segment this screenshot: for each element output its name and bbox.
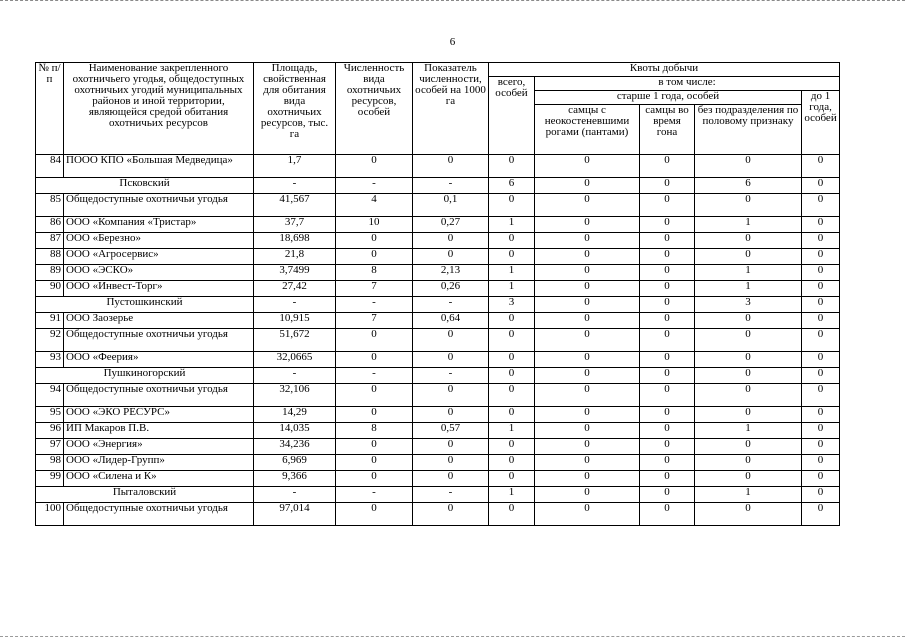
cell-count: - [336,297,413,313]
cell-males-rut: 0 [640,503,695,526]
table-row [36,423,840,439]
cell-males-rut: 0 [640,407,695,423]
cell-count: 8 [336,423,413,439]
cell-under1: 0 [802,423,840,439]
cell-name: ООО «Инвест-Торг» [64,281,254,297]
cell-males-rut: 0 [640,384,695,407]
cell-total: 0 [489,155,535,178]
cell-density: 0 [413,249,489,265]
table-row [36,313,840,329]
cell-count: 0 [336,384,413,407]
district-name: Псковский [36,178,254,194]
cell-under1: 0 [802,455,840,471]
table-row [36,352,840,368]
cell-num: 99 [36,471,64,487]
cell-males-rut: 0 [640,455,695,471]
cell-count: - [336,178,413,194]
cell-total: 1 [489,423,535,439]
table-row [36,439,840,455]
cell-males-antlers: 0 [535,155,640,178]
cell-name: ООО «Агросервис» [64,249,254,265]
cell-males-rut: 0 [640,313,695,329]
cell-under1: 0 [802,368,840,384]
cell-under1: 0 [802,352,840,368]
district-row [36,487,840,503]
cell-males-antlers: 0 [535,329,640,352]
cell-count: - [336,487,413,503]
cell-males-rut: 0 [640,439,695,455]
cell-males-antlers: 0 [535,249,640,265]
table-row [36,329,840,352]
cell-num: 86 [36,217,64,233]
cell-name: Общедоступные охотничьи угодья [64,384,254,407]
cell-area: 18,698 [254,233,336,249]
cell-under1: 0 [802,155,840,178]
table-row [36,233,840,249]
cell-total: 1 [489,217,535,233]
table-row [36,455,840,471]
cell-name: ООО «ЭКО РЕСУРС» [64,407,254,423]
cell-count: 7 [336,313,413,329]
cell-count: 0 [336,249,413,265]
header-including: в том числе: [535,77,840,91]
cell-density: 0,1 [413,194,489,217]
cell-area: 41,567 [254,194,336,217]
cell-under1: 0 [802,265,840,281]
hunting-quota-table [35,62,840,526]
table-row [36,503,840,526]
cell-males-antlers: 0 [535,407,640,423]
cell-no-sex: 0 [695,249,802,265]
cell-density: 0 [413,455,489,471]
header-males-antlers: самцы с неокостеневшими рогами (пантами) [535,105,640,155]
cell-name: ПООО КПО «Большая Медведица» [64,155,254,178]
cell-males-rut: 0 [640,297,695,313]
cell-density: 2,13 [413,265,489,281]
cell-num: 87 [36,233,64,249]
cell-num: 89 [36,265,64,281]
cell-area: 32,106 [254,384,336,407]
cell-under1: 0 [802,249,840,265]
cell-males-antlers: 0 [535,265,640,281]
cell-total: 0 [489,329,535,352]
cell-no-sex: 0 [695,455,802,471]
cell-males-antlers: 0 [535,455,640,471]
cell-area: 97,014 [254,503,336,526]
table-row [36,384,840,407]
cell-males-rut: 0 [640,423,695,439]
district-row [36,297,840,313]
cell-count: 10 [336,217,413,233]
cell-total: 0 [489,368,535,384]
cell-area: 51,672 [254,329,336,352]
cell-name: ООО «Силена и К» [64,471,254,487]
cell-under1: 0 [802,384,840,407]
cell-num: 91 [36,313,64,329]
cell-no-sex: 0 [695,194,802,217]
cell-density: 0,27 [413,217,489,233]
cell-no-sex: 0 [695,439,802,455]
cell-males-antlers: 0 [535,471,640,487]
cell-num: 98 [36,455,64,471]
cell-males-antlers: 0 [535,178,640,194]
cell-name: ООО «Энергия» [64,439,254,455]
cell-males-antlers: 0 [535,352,640,368]
cell-total: 0 [489,194,535,217]
table-row [36,155,840,178]
cell-no-sex: 1 [695,423,802,439]
cell-name: Общедоступные охотничьи угодья [64,503,254,526]
cell-under1: 0 [802,407,840,423]
cell-num: 92 [36,329,64,352]
cell-count: 7 [336,281,413,297]
cell-males-antlers: 0 [535,217,640,233]
cell-no-sex: 0 [695,352,802,368]
header-density: Показатель численности, особей на 1000 га [413,63,489,155]
cell-name: ООО «ЭСКО» [64,265,254,281]
cell-density: - [413,297,489,313]
cell-under1: 0 [802,217,840,233]
cell-count: 0 [336,471,413,487]
cell-males-rut: 0 [640,352,695,368]
cell-total: 0 [489,455,535,471]
cell-total: 3 [489,297,535,313]
cell-density: 0 [413,233,489,249]
cell-total: 0 [489,384,535,407]
district-name: Пушкиногорский [36,368,254,384]
cell-under1: 0 [802,194,840,217]
table-row [36,407,840,423]
cell-area: 21,8 [254,249,336,265]
cell-total: 1 [489,265,535,281]
cell-num: 88 [36,249,64,265]
cell-name: Общедоступные охотничьи угодья [64,194,254,217]
cell-area: 32,0665 [254,352,336,368]
cell-num: 95 [36,407,64,423]
cell-density: - [413,368,489,384]
header-no-sex: без подразделения по половому признаку [695,105,802,155]
cell-count: 0 [336,407,413,423]
cell-total: 0 [489,503,535,526]
cell-males-rut: 0 [640,281,695,297]
cell-area: - [254,178,336,194]
cell-total: 0 [489,407,535,423]
cell-num: 94 [36,384,64,407]
header-name: Наименование закрепленного охотничьего угодья, общедоступных охотничьих угодий муниципальных районов и иной территории, являющейся средой обитания охотничьих ресурсов [64,63,254,155]
cell-count: 0 [336,233,413,249]
cell-density: 0 [413,384,489,407]
cell-count: - [336,368,413,384]
table-row [36,194,840,217]
cell-males-antlers: 0 [535,194,640,217]
cell-no-sex: 0 [695,155,802,178]
cell-males-antlers: 0 [535,423,640,439]
cell-no-sex: 6 [695,178,802,194]
cell-males-antlers: 0 [535,439,640,455]
cell-males-rut: 0 [640,368,695,384]
header-num: № п/п [36,63,64,155]
cell-density: - [413,178,489,194]
cell-under1: 0 [802,487,840,503]
cell-no-sex: 1 [695,265,802,281]
table-row [36,249,840,265]
cell-no-sex: 0 [695,503,802,526]
cell-count: 8 [336,265,413,281]
page-number: 6 [449,36,456,48]
cell-males-rut: 0 [640,329,695,352]
cell-no-sex: 0 [695,313,802,329]
header-quotas: Квоты добычи [489,63,840,77]
cell-area: 14,29 [254,407,336,423]
cell-males-rut: 0 [640,233,695,249]
cell-total: 0 [489,471,535,487]
cell-no-sex: 1 [695,487,802,503]
cell-males-rut: 0 [640,194,695,217]
cell-no-sex: 0 [695,407,802,423]
table-body [36,155,840,526]
cell-name: ООО «Лидер-Групп» [64,455,254,471]
cell-num: 84 [36,155,64,178]
cell-males-antlers: 0 [535,368,640,384]
cell-total: 0 [489,439,535,455]
cell-name: ООО Заозерье [64,313,254,329]
cell-males-rut: 0 [640,155,695,178]
cell-density: 0 [413,471,489,487]
header-area: Площадь, свойственная для обитания вида охотничьих ресурсов, тыс. га [254,63,336,155]
cell-num: 90 [36,281,64,297]
cell-under1: 0 [802,178,840,194]
table-row [36,281,840,297]
cell-area: 10,915 [254,313,336,329]
cell-name: ООО «Компания «Тристар» [64,217,254,233]
header-under1: до 1 года, особей [802,91,840,155]
cell-density: 0 [413,503,489,526]
cell-males-antlers: 0 [535,233,640,249]
cell-name: ООО «Березно» [64,233,254,249]
cell-under1: 0 [802,471,840,487]
cell-males-antlers: 0 [535,297,640,313]
cell-count: 0 [336,439,413,455]
cell-density: 0 [413,407,489,423]
cell-area: - [254,297,336,313]
cell-under1: 0 [802,439,840,455]
cell-no-sex: 1 [695,281,802,297]
cell-males-rut: 0 [640,249,695,265]
table-row [36,265,840,281]
district-name: Пыталовский [36,487,254,503]
cell-count: 4 [336,194,413,217]
cell-total: 0 [489,249,535,265]
cell-under1: 0 [802,233,840,249]
cell-area: 14,035 [254,423,336,439]
table-row [36,217,840,233]
cell-area: 34,236 [254,439,336,455]
cell-males-antlers: 0 [535,281,640,297]
cell-no-sex: 3 [695,297,802,313]
cell-males-rut: 0 [640,265,695,281]
cell-count: 0 [336,352,413,368]
scan-top-edge [0,0,905,1]
cell-count: 0 [336,455,413,471]
district-row [36,368,840,384]
cell-area: 37,7 [254,217,336,233]
cell-area: 6,969 [254,455,336,471]
header-males-rut: самцы во время гона [640,105,695,155]
cell-males-rut: 0 [640,178,695,194]
cell-num: 85 [36,194,64,217]
header-older: старше 1 года, особей [535,91,802,105]
cell-num: 96 [36,423,64,439]
cell-count: 0 [336,155,413,178]
cell-density: 0 [413,439,489,455]
cell-density: 0,64 [413,313,489,329]
district-name: Пустошкинский [36,297,254,313]
cell-count: 0 [336,503,413,526]
cell-males-rut: 0 [640,471,695,487]
cell-total: 0 [489,233,535,249]
cell-males-rut: 0 [640,217,695,233]
cell-area: 9,366 [254,471,336,487]
district-row [36,178,840,194]
cell-density: 0 [413,352,489,368]
cell-num: 93 [36,352,64,368]
cell-density: - [413,487,489,503]
cell-males-antlers: 0 [535,384,640,407]
cell-no-sex: 0 [695,368,802,384]
cell-density: 0,57 [413,423,489,439]
cell-name: ООО «Феерия» [64,352,254,368]
cell-density: 0,26 [413,281,489,297]
cell-under1: 0 [802,503,840,526]
cell-total: 0 [489,352,535,368]
cell-num: 100 [36,503,64,526]
cell-name: ИП Макаров П.В. [64,423,254,439]
cell-area: - [254,487,336,503]
cell-under1: 0 [802,281,840,297]
table-row [36,471,840,487]
cell-name: Общедоступные охотничьи угодья [64,329,254,352]
cell-under1: 0 [802,313,840,329]
cell-count: 0 [336,329,413,352]
cell-density: 0 [413,155,489,178]
scan-bottom-edge [0,636,905,637]
cell-males-antlers: 0 [535,313,640,329]
cell-num: 97 [36,439,64,455]
cell-under1: 0 [802,297,840,313]
cell-males-antlers: 0 [535,503,640,526]
cell-total: 1 [489,487,535,503]
cell-males-antlers: 0 [535,487,640,503]
cell-area: - [254,368,336,384]
cell-area: 3,7499 [254,265,336,281]
header-total: всего, особей [489,77,535,155]
cell-total: 1 [489,281,535,297]
cell-area: 27,42 [254,281,336,297]
cell-no-sex: 0 [695,471,802,487]
cell-under1: 0 [802,329,840,352]
cell-area: 1,7 [254,155,336,178]
cell-total: 0 [489,313,535,329]
cell-no-sex: 0 [695,233,802,249]
header-count: Численность вида охотничьих ресурсов, особей [336,63,413,155]
cell-total: 6 [489,178,535,194]
cell-no-sex: 1 [695,217,802,233]
cell-no-sex: 0 [695,384,802,407]
cell-males-rut: 0 [640,487,695,503]
cell-no-sex: 0 [695,329,802,352]
cell-density: 0 [413,329,489,352]
